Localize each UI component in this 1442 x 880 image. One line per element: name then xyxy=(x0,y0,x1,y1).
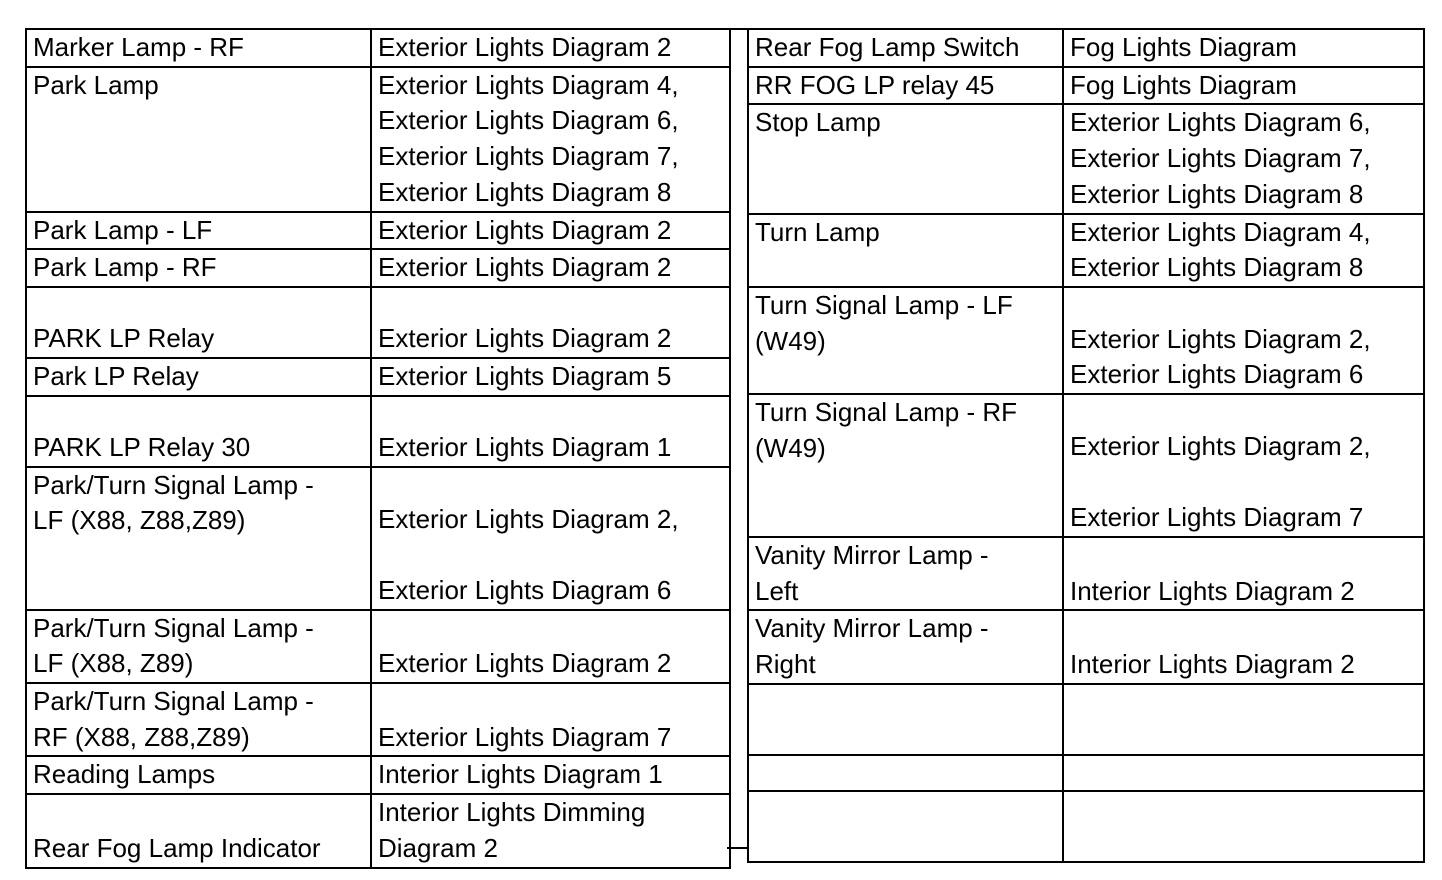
diagram-cell xyxy=(1063,684,1424,755)
table-row xyxy=(26,358,730,396)
diagram-cell: Exterior Lights Diagram 2 xyxy=(371,29,730,67)
component-cell xyxy=(748,684,1063,755)
component-cell: Turn Lamp xyxy=(748,214,1063,287)
table-row xyxy=(26,212,730,250)
component-cell: Park Lamp - RF xyxy=(26,249,371,287)
component-cell: Vanity Mirror Lamp - Right xyxy=(748,610,1063,683)
table-row xyxy=(748,755,1424,791)
diagram-cell: Exterior Lights Diagram 2, Exterior Lights Diagram 6 xyxy=(1063,287,1424,394)
component-cell: Park Lamp xyxy=(26,67,371,212)
component-cell: Park/Turn Signal Lamp - LF (X88, Z89) xyxy=(26,610,371,683)
diagram-cell: Exterior Lights Diagram 2, Exterior Lights Diagram 7 xyxy=(1063,394,1424,537)
diagram-cell: Exterior Lights Diagram 5 xyxy=(371,358,730,396)
component-cell xyxy=(748,791,1063,862)
component-cell: PARK LP Relay xyxy=(26,287,371,358)
table-row xyxy=(26,467,730,610)
component-cell: Turn Signal Lamp - RF (W49) xyxy=(748,394,1063,537)
table-row xyxy=(748,214,1424,287)
component-cell: Rear Fog Lamp Indicator xyxy=(26,794,371,867)
component-cell: Park/Turn Signal Lamp - RF (X88, Z88,Z89) xyxy=(26,683,371,756)
table-row xyxy=(26,29,730,67)
component-cell: Stop Lamp xyxy=(748,104,1063,213)
table-row xyxy=(748,537,1424,610)
diagram-cell: Interior Lights Diagram 2 xyxy=(1063,537,1424,610)
table-row xyxy=(26,683,730,756)
diagram-cell: Exterior Lights Diagram 2 xyxy=(371,212,730,250)
diagram-cell: Exterior Lights Diagram 1 xyxy=(371,396,730,467)
diagram-cell: Exterior Lights Diagram 7 xyxy=(371,683,730,756)
diagram-cell xyxy=(1063,755,1424,791)
component-cell: Park/Turn Signal Lamp - LF (X88, Z88,Z89) xyxy=(26,467,371,610)
diagram-cell: Exterior Lights Diagram 2 xyxy=(371,249,730,287)
diagram-cell: Exterior Lights Diagram 2 xyxy=(371,287,730,358)
table-row xyxy=(26,610,730,683)
table-row xyxy=(26,67,730,212)
component-cell: Rear Fog Lamp Switch xyxy=(748,29,1063,67)
component-cell: PARK LP Relay 30 xyxy=(26,396,371,467)
diagram-cell xyxy=(1063,791,1424,862)
component-cell: RR FOG LP relay 45 xyxy=(748,67,1063,105)
diagram-cell: Interior Lights Dimming Diagram 2 xyxy=(371,794,730,867)
component-cell: Park Lamp - LF xyxy=(26,212,371,250)
table-row xyxy=(748,610,1424,683)
component-cell: Marker Lamp - RF xyxy=(26,29,371,67)
table-row xyxy=(748,287,1424,394)
table-row xyxy=(748,104,1424,213)
component-cell xyxy=(748,755,1063,791)
diagram-cell: Interior Lights Diagram 2 xyxy=(1063,610,1424,683)
table-row xyxy=(26,287,730,358)
left-index-table xyxy=(25,28,731,869)
table-row xyxy=(748,67,1424,105)
component-cell: Reading Lamps xyxy=(26,756,371,794)
table-row xyxy=(26,249,730,287)
table-row xyxy=(748,791,1424,862)
table-row xyxy=(26,396,730,467)
diagram-cell: Fog Lights Diagram xyxy=(1063,67,1424,105)
diagram-cell: Exterior Lights Diagram 4, Exterior Lights Diagram 8 xyxy=(1063,214,1424,287)
component-cell: Turn Signal Lamp - LF (W49) xyxy=(748,287,1063,394)
diagram-cell: Interior Lights Diagram 1 xyxy=(371,756,730,794)
right-index-table xyxy=(747,28,1425,863)
diagram-cell: Exterior Lights Diagram 2, Exterior Lights Diagram 6 xyxy=(371,467,730,610)
diagram-cell: Fog Lights Diagram xyxy=(1063,29,1424,67)
component-cell: Vanity Mirror Lamp - Left xyxy=(748,537,1063,610)
table-row xyxy=(748,684,1424,755)
table-row xyxy=(748,394,1424,537)
diagram-cell: Exterior Lights Diagram 6, Exterior Lights Diagram 7, Exterior Lights Diagram 8 xyxy=(1063,104,1424,213)
table-row xyxy=(26,756,730,794)
table-row xyxy=(748,29,1424,67)
diagram-cell: Exterior Lights Diagram 2 xyxy=(371,610,730,683)
component-cell: Park LP Relay xyxy=(26,358,371,396)
diagram-cell: Exterior Lights Diagram 4, Exterior Lights Diagram 6, Exterior Lights Diagram 7, Exterior Lights Diagram 8 xyxy=(371,67,730,212)
table-row xyxy=(26,794,730,867)
